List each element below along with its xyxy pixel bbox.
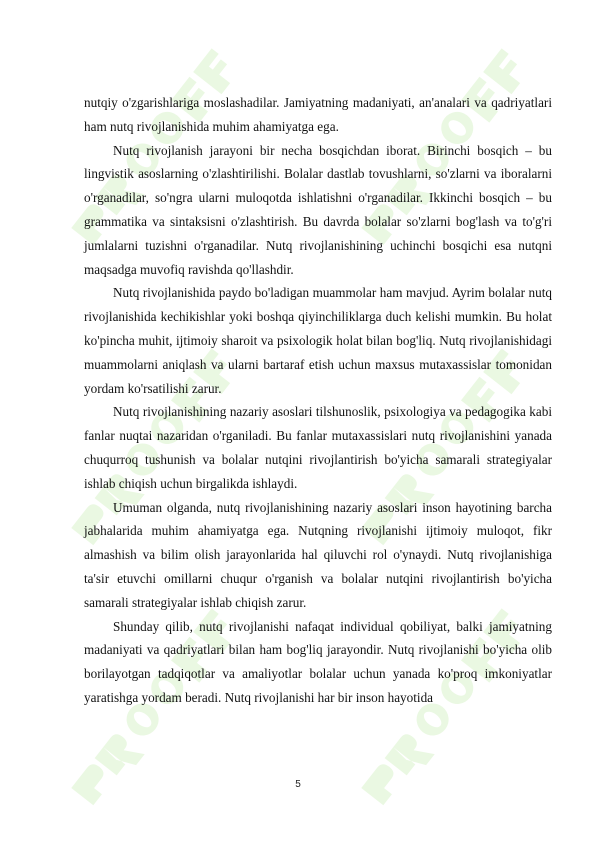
- document-body: [84, 91, 552, 710]
- paragraph-2: Nutq rivojlanish jarayoni bir necha bosqichdan iborat. Birinchi bosqich – bu lingvistik asoslarning o'zlashtirilishi. Bolalar dastlab tovushlarni, so'zlarni va iboralarni o'rganadilar, so'ngra ularni muloqotda ishlatishni o'rganadilar. Ikkinchi bosqich – bu grammatika va sintaksisni o'zlashtirish. Bu davrda bolalar so'zlarni bog'lash va to'g'ri jumlalarni tuzishni o'rganadilar. Nutq rivojlanishining uchinchi bosqichi esa nutqni maqsadga muvofiq ravishda qo'llashdir.: [84, 142, 552, 277]
- paragraph-1: nutqiy o'zgarishlariga moslashadilar. Jamiyatning madaniyati, an'analari va qadriyatlari ham nutq rivojlanishida muhim ahamiyatga ega.: [84, 95, 552, 134]
- paragraph-5: Umuman olganda, nutq rivojlanishining nazariy asoslari inson hayotining barcha jabhalarida muhim ahamiyatga ega. Nutqning rivojlanishi ijtimoiy muloqot, fikr almashish va bilim olish jarayonlarida hal qiluvchi rol o'ynaydi. Nutq rivojlanishiga ta'sir etuvchi omillarni chuqur o'rganish va bolalar nutqini rivojlantirish bo'yicha samarali strategiyalar ishlab chiqish zarur.: [84, 499, 552, 610]
- paragraph-6: Shunday qilib, nutq rivojlanishi nafaqat individual qobiliyat, balki jamiyatning madaniyati va qadriyatlari bilan ham bog'liq jarayondir. Nutq rivojlanishi bo'yicha olib borilayotgan tadqiqotlar va amaliyotlar bolalar uchun yanada ko'proq imkoniyatlar yaratishga yordam beradi. Nutq rivojlanishi har bir inson hayotida: [84, 618, 552, 705]
- paragraph-4: Nutq rivojlanishining nazariy asoslari tilshunoslik, psixologiya va pedagogika kabi fanlar nuqtai nazaridan o'rganiladi. Bu fanlar mutaxassislari nutq rivojlanishini yanada chuqurroq tushunish va bolalar nutqini rivojlantirish bo'yicha samarali strategiyalar ishlab chiqish uchun birgalikda ishlaydi.: [84, 404, 552, 491]
- paragraph-3: Nutq rivojlanishida paydo bo'ladigan muammolar ham mavjud. Ayrim bolalar nutq rivojlanishida kechikishlar yoki boshqa qiyinchiliklarga duch kelishi mumkin. Bu holat ko'pincha muhit, ijtimoiy sharoit va psixologik holat bilan bog'liq. Nutq rivojlanishidagi muammolarni aniqlash va ularni bartaraf etish uchun maxsus mutaxassislar tomonidan yordam ko'rsatilishi zarur.: [84, 285, 552, 396]
- page-number: 5: [295, 779, 301, 790]
